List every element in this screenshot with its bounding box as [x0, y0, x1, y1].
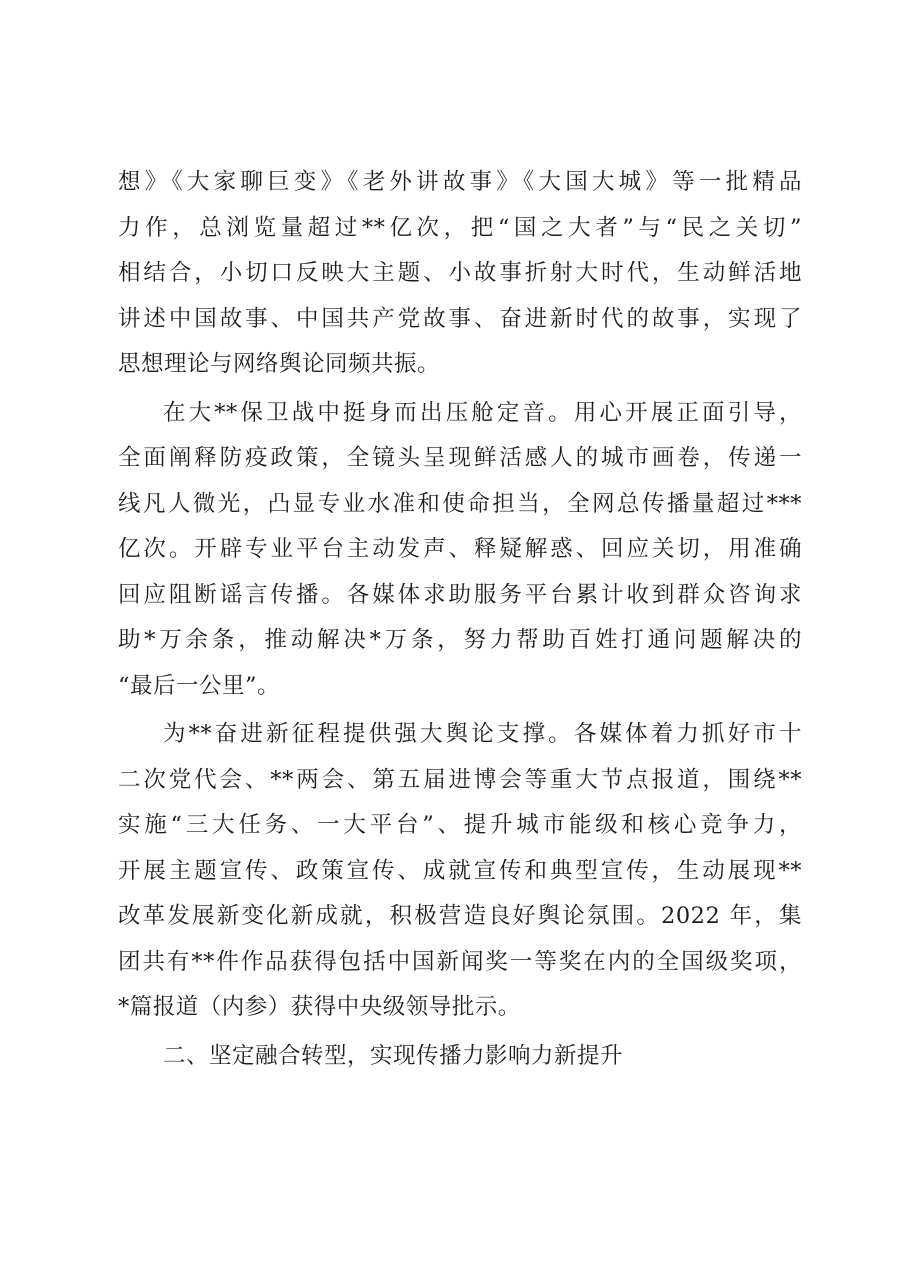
text-line: 二次党代会、**两会、第五届进博会等重大节点报道，围绕**: [118, 766, 802, 793]
paragraph-1: [118, 160, 802, 388]
text-line: “最后一公里”。: [118, 672, 281, 699]
paragraph-2: [118, 391, 802, 710]
text-line: 改革发展新变化新成就，积极营造良好舆论氛围。2022 年，集: [118, 903, 802, 929]
text-line: 全面阐释防疫政策，全镜头呈现鲜活感人的城市画卷，传递一: [118, 445, 802, 471]
document-body: [118, 160, 802, 1079]
text-line: 助*万余条，推动解决*万条，努力帮助百姓打通问题解决的: [118, 627, 802, 653]
text-line: 线凡人微光，凸显专业水准和使命担当，全网总传播量超过***: [118, 490, 802, 517]
text-line: 开展主题宣传、政策宣传、成就宣传和典型宣传，生动展现**: [118, 857, 802, 884]
heading-text: 二、坚定融合转型，实现传播力影响力新提升: [163, 1042, 624, 1069]
text-line: 相结合，小切口反映大主题、小故事折射大时代，生动鲜活地: [118, 260, 802, 286]
text-line: 想》《大家聊巨变》《老外讲故事》《大国大城》等一批精品: [118, 169, 802, 195]
text-line: 团共有**件作品获得包括中国新闻奖一等奖在内的全国级奖项，: [118, 948, 802, 975]
text-line: 回应阻断谣言传播。各媒体求助服务平台累计收到群众咨询求: [118, 581, 802, 608]
paragraph-3: [118, 712, 802, 1031]
text-line: 讲述中国故事、中国共产党故事、奋进新时代的故事，实现了: [118, 305, 802, 332]
text-line: 在大**保卫战中挺身而出压舱定音。用心开展正面引导，: [163, 399, 802, 426]
text-line: 思想理论与网络舆论同频共振。: [118, 351, 441, 377]
text-line: 为**奋进新征程提供强大舆论支撑。各媒体着力抓好市十: [163, 721, 802, 747]
text-line: *篇报道（内参）获得中央级领导批示。: [118, 994, 521, 1020]
section-heading: [118, 1034, 802, 1080]
text-line: 力作，总浏览量超过**亿次，把“国之大者”与“民之关切”: [118, 214, 802, 241]
text-line: 亿次。开辟专业平台主动发声、释疑解惑、回应关切，用准确: [118, 536, 802, 562]
text-line: 实施“三大任务、一大平台”、提升城市能级和核心竞争力，: [118, 812, 802, 838]
